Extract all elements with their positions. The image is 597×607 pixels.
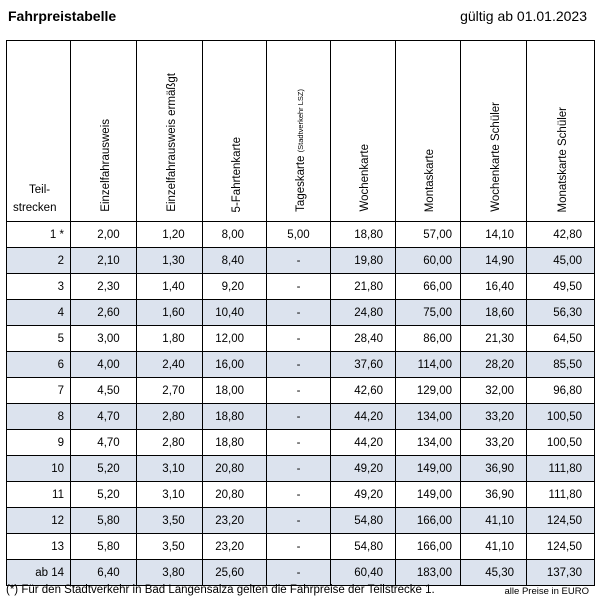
table-row bbox=[7, 534, 595, 560]
price-cell: 21,30 bbox=[461, 326, 527, 352]
price-cell: 23,20 bbox=[203, 508, 267, 534]
section-label-1: Teil- bbox=[29, 184, 51, 196]
section-cell: 8 bbox=[7, 404, 71, 430]
header-row bbox=[7, 41, 595, 222]
page-title: Fahrpreistabelle bbox=[8, 8, 117, 24]
price-cell: - bbox=[267, 456, 331, 482]
table-row bbox=[7, 378, 595, 404]
price-cell: 9,20 bbox=[203, 274, 267, 300]
price-cell: 149,00 bbox=[396, 456, 461, 482]
price-cell: 4,70 bbox=[71, 430, 137, 456]
price-cell: 1,60 bbox=[137, 300, 203, 326]
table-row bbox=[7, 560, 595, 586]
column-header-einzelfahrausweis bbox=[71, 41, 137, 222]
price-cell: 21,80 bbox=[331, 274, 396, 300]
validity-date: gültig ab 01.01.2023 bbox=[460, 8, 587, 24]
price-cell: 3,80 bbox=[137, 560, 203, 586]
price-cell: 2,40 bbox=[137, 352, 203, 378]
price-cell: 96,80 bbox=[527, 378, 595, 404]
column-header-tageskarte bbox=[267, 41, 331, 222]
price-cell: 8,00 bbox=[203, 222, 267, 248]
column-label: Wochenkarte bbox=[359, 144, 371, 212]
price-cell: 18,80 bbox=[331, 222, 396, 248]
column-label: Einzelfahrausweis bbox=[99, 119, 112, 212]
price-cell: - bbox=[267, 352, 331, 378]
section-cell: 7 bbox=[7, 378, 71, 404]
price-cell: 5,00 bbox=[267, 222, 331, 248]
price-cell: 18,80 bbox=[203, 430, 267, 456]
price-cell: 111,80 bbox=[527, 456, 595, 482]
price-cell: 33,20 bbox=[461, 430, 527, 456]
price-cell: 124,50 bbox=[527, 534, 595, 560]
column-header-wochenkarte-schueler bbox=[461, 41, 527, 222]
price-cell: 5,80 bbox=[71, 508, 137, 534]
price-cell: 60,00 bbox=[396, 248, 461, 274]
price-cell: - bbox=[267, 430, 331, 456]
price-cell: 1,40 bbox=[137, 274, 203, 300]
price-cell: 32,00 bbox=[461, 378, 527, 404]
price-cell: 37,60 bbox=[331, 352, 396, 378]
section-cell: 12 bbox=[7, 508, 71, 534]
price-cell: 41,10 bbox=[461, 534, 527, 560]
price-cell: 183,00 bbox=[396, 560, 461, 586]
price-cell: 23,20 bbox=[203, 534, 267, 560]
price-cell: 20,80 bbox=[203, 456, 267, 482]
price-cell: 56,30 bbox=[527, 300, 595, 326]
column-label: Einzelfahrausweis ermäßgt bbox=[165, 73, 178, 212]
price-cell: 10,40 bbox=[203, 300, 267, 326]
price-cell: 57,00 bbox=[396, 222, 461, 248]
table-row bbox=[7, 352, 595, 378]
price-cell: 5,20 bbox=[71, 482, 137, 508]
price-cell: 3,10 bbox=[137, 482, 203, 508]
price-cell: 44,20 bbox=[331, 404, 396, 430]
price-cell: 1,20 bbox=[137, 222, 203, 248]
column-label: Tageskarte bbox=[294, 155, 307, 212]
price-cell: 134,00 bbox=[396, 430, 461, 456]
price-cell: 54,80 bbox=[331, 534, 396, 560]
price-cell: 36,90 bbox=[461, 482, 527, 508]
price-cell: 4,00 bbox=[71, 352, 137, 378]
price-cell: - bbox=[267, 534, 331, 560]
price-cell: 1,30 bbox=[137, 248, 203, 274]
price-cell: 2,30 bbox=[71, 274, 137, 300]
price-cell: 49,20 bbox=[331, 482, 396, 508]
price-cell: - bbox=[267, 404, 331, 430]
column-label-group bbox=[295, 89, 307, 212]
price-cell: 3,00 bbox=[71, 326, 137, 352]
price-cell: - bbox=[267, 560, 331, 586]
price-cell: 2,60 bbox=[71, 300, 137, 326]
price-cell: 44,20 bbox=[331, 430, 396, 456]
price-cell: 134,00 bbox=[396, 404, 461, 430]
price-cell: 49,20 bbox=[331, 456, 396, 482]
section-cell: 10 bbox=[7, 456, 71, 482]
table-row bbox=[7, 404, 595, 430]
price-cell: 2,80 bbox=[137, 404, 203, 430]
column-header-5-fahrtenkarte bbox=[203, 41, 267, 222]
column-note: (Stadtverkehr LSZ) bbox=[295, 89, 305, 153]
price-cell: 64,50 bbox=[527, 326, 595, 352]
price-cell: 4,70 bbox=[71, 404, 137, 430]
price-cell: 60,40 bbox=[331, 560, 396, 586]
section-label-2: strecken bbox=[13, 202, 57, 214]
price-cell: 166,00 bbox=[396, 534, 461, 560]
price-cell: 41,10 bbox=[461, 508, 527, 534]
section-cell: 9 bbox=[7, 430, 71, 456]
price-cell: - bbox=[267, 326, 331, 352]
price-cell: 166,00 bbox=[396, 508, 461, 534]
price-cell: 2,00 bbox=[71, 222, 137, 248]
price-cell: 2,70 bbox=[137, 378, 203, 404]
column-label: Wochenkarte Schüler bbox=[489, 102, 502, 212]
price-cell: 20,80 bbox=[203, 482, 267, 508]
price-cell: 4,50 bbox=[71, 378, 137, 404]
section-cell: 6 bbox=[7, 352, 71, 378]
footnote: (*) Für den Stadtverkehr in Bad Langensalza gelten die Fahrpreise der Teilstrecke 1. bbox=[6, 584, 435, 596]
column-header-montaskarte bbox=[396, 41, 461, 222]
price-cell: 18,00 bbox=[203, 378, 267, 404]
price-cell: 28,40 bbox=[331, 326, 396, 352]
price-cell: 45,00 bbox=[527, 248, 595, 274]
price-cell: 8,40 bbox=[203, 248, 267, 274]
price-cell: - bbox=[267, 300, 331, 326]
price-cell: 66,00 bbox=[396, 274, 461, 300]
price-cell: 49,50 bbox=[527, 274, 595, 300]
price-cell: 42,60 bbox=[331, 378, 396, 404]
column-label: Monatskarte Schüler bbox=[556, 106, 569, 212]
table-row bbox=[7, 482, 595, 508]
table-row bbox=[7, 300, 595, 326]
price-cell: 86,00 bbox=[396, 326, 461, 352]
table-row bbox=[7, 274, 595, 300]
price-cell: 6,40 bbox=[71, 560, 137, 586]
section-cell: 3 bbox=[7, 274, 71, 300]
fare-table bbox=[6, 40, 595, 586]
price-cell: 124,50 bbox=[527, 508, 595, 534]
price-cell: 100,50 bbox=[527, 404, 595, 430]
column-header-section bbox=[7, 41, 71, 222]
currency-note: alle Preise in EURO bbox=[504, 586, 589, 597]
table-row bbox=[7, 222, 595, 248]
price-cell: 85,50 bbox=[527, 352, 595, 378]
price-cell: 16,40 bbox=[461, 274, 527, 300]
column-label: 5-Fahrtenkarte bbox=[230, 136, 243, 212]
section-cell: 2 bbox=[7, 248, 71, 274]
price-cell: 45,30 bbox=[461, 560, 527, 586]
price-cell: 1,80 bbox=[137, 326, 203, 352]
price-cell: - bbox=[267, 482, 331, 508]
price-cell: 100,50 bbox=[527, 430, 595, 456]
table-row bbox=[7, 430, 595, 456]
section-cell: ab 14 bbox=[7, 560, 71, 586]
price-cell: 36,90 bbox=[461, 456, 527, 482]
price-cell: 149,00 bbox=[396, 482, 461, 508]
price-cell: 16,00 bbox=[203, 352, 267, 378]
price-cell: - bbox=[267, 508, 331, 534]
table-row bbox=[7, 326, 595, 352]
price-cell: 42,80 bbox=[527, 222, 595, 248]
price-cell: 2,80 bbox=[137, 430, 203, 456]
table-row bbox=[7, 508, 595, 534]
price-cell: 3,10 bbox=[137, 456, 203, 482]
price-cell: 114,00 bbox=[396, 352, 461, 378]
price-cell: 18,60 bbox=[461, 300, 527, 326]
price-cell: 14,10 bbox=[461, 222, 527, 248]
price-cell: 25,60 bbox=[203, 560, 267, 586]
fare-table-body bbox=[7, 222, 595, 586]
price-cell: 14,90 bbox=[461, 248, 527, 274]
price-cell: 18,80 bbox=[203, 404, 267, 430]
section-cell: 1 * bbox=[7, 222, 71, 248]
section-cell: 4 bbox=[7, 300, 71, 326]
section-cell: 5 bbox=[7, 326, 71, 352]
table-row bbox=[7, 456, 595, 482]
price-cell: 54,80 bbox=[331, 508, 396, 534]
price-cell: 137,30 bbox=[527, 560, 595, 586]
price-cell: - bbox=[267, 378, 331, 404]
price-cell: 3,50 bbox=[137, 508, 203, 534]
table-row bbox=[7, 248, 595, 274]
section-cell: 11 bbox=[7, 482, 71, 508]
price-cell: 24,80 bbox=[331, 300, 396, 326]
price-cell: 5,80 bbox=[71, 534, 137, 560]
price-cell: 2,10 bbox=[71, 248, 137, 274]
price-cell: 129,00 bbox=[396, 378, 461, 404]
price-cell: - bbox=[267, 248, 331, 274]
price-cell: 33,20 bbox=[461, 404, 527, 430]
column-header-wochenkarte bbox=[331, 41, 396, 222]
price-cell: 3,50 bbox=[137, 534, 203, 560]
column-header-monatskarte-schueler bbox=[527, 41, 595, 222]
section-cell: 13 bbox=[7, 534, 71, 560]
price-cell: 75,00 bbox=[396, 300, 461, 326]
column-label: Montaskarte bbox=[424, 148, 436, 212]
price-cell: 111,80 bbox=[527, 482, 595, 508]
price-cell: 28,20 bbox=[461, 352, 527, 378]
price-cell: 5,20 bbox=[71, 456, 137, 482]
price-cell: 12,00 bbox=[203, 326, 267, 352]
price-cell: 19,80 bbox=[331, 248, 396, 274]
column-header-einzel-ermaessigt bbox=[137, 41, 203, 222]
price-cell: - bbox=[267, 274, 331, 300]
